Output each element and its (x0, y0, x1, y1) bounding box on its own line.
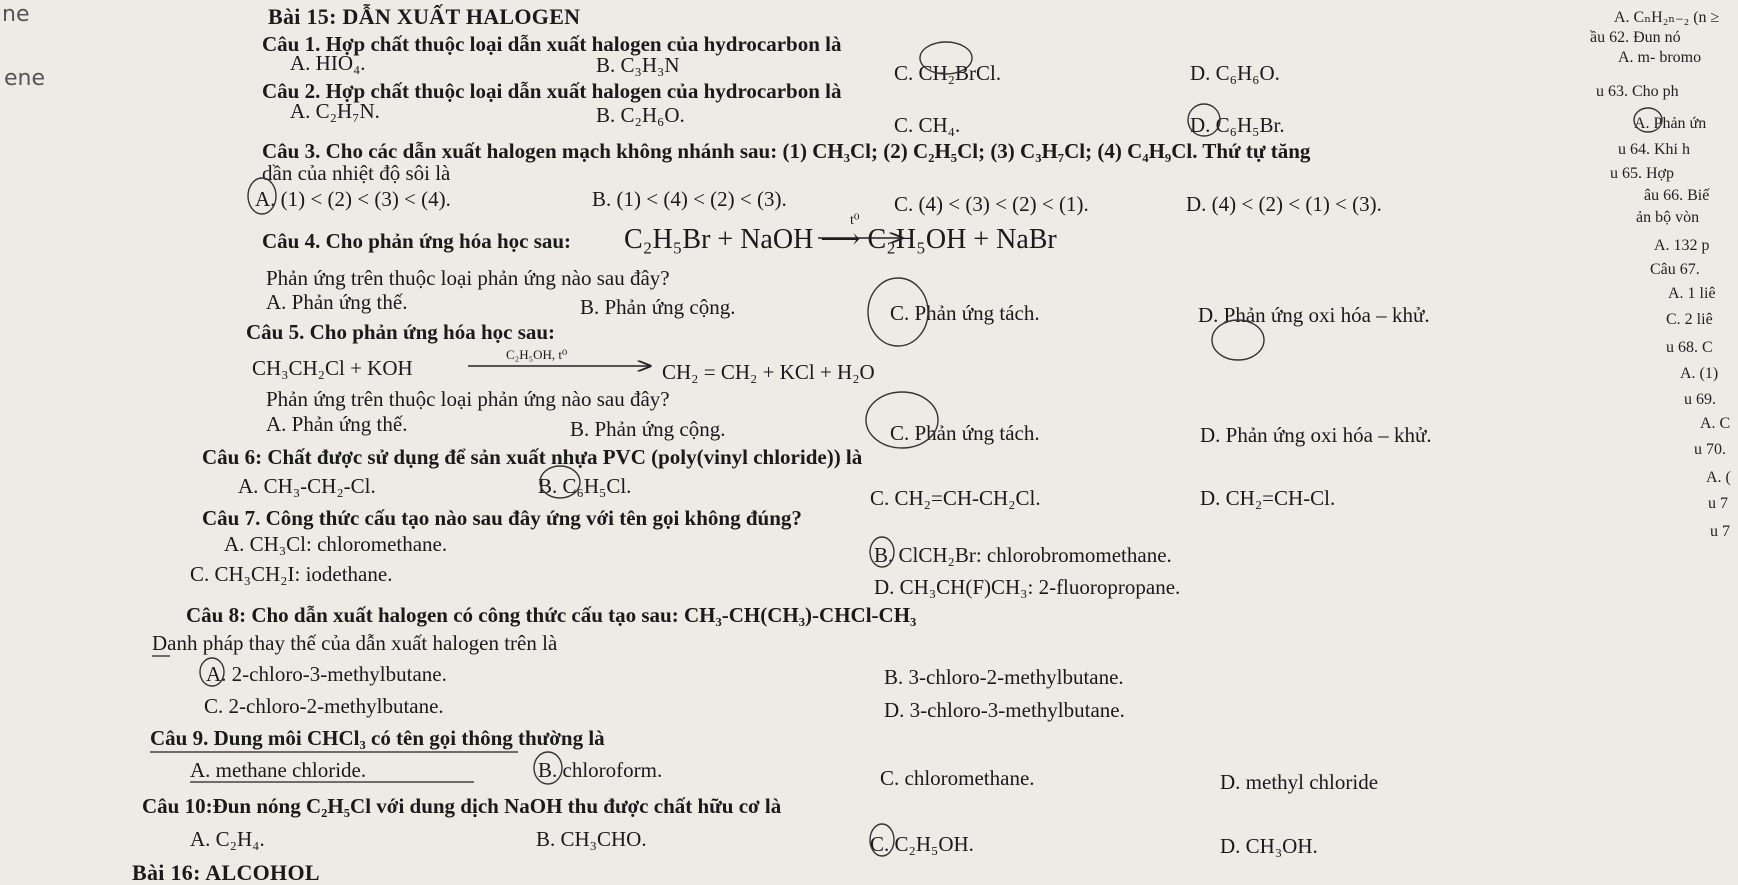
q2-option-a: A. C₂H₇N. (290, 99, 380, 123)
question-8-stem-cont: Danh pháp thay thế của dẫn xuất halogen trên là (152, 631, 558, 655)
q2-option-d: D. C₆H₅Br. (1190, 113, 1285, 137)
answer-circle-mark (866, 392, 938, 448)
q5-option-b: B. Phản ứng cộng. (570, 417, 726, 441)
right-col-line: âu 66. Biế (1644, 187, 1710, 204)
right-col-line: A. CₙH₂ₙ₋₂ (n ≥ (1614, 9, 1720, 26)
right-col-line: A. (1) (1680, 365, 1719, 382)
answer-circle-mark (540, 466, 580, 498)
q8-option-b: B. 3-chloro-2-methylbutane. (884, 665, 1124, 689)
margin-note-top: ne (2, 2, 30, 27)
q1-option-c: C. CH₂BrCl. (894, 61, 1002, 85)
right-col-line: u 63. Cho ph (1596, 83, 1679, 100)
q6-option-c: C. CH₂=CH-CH₂Cl. (870, 486, 1041, 510)
q1-option-a: A. HIO₄. (290, 51, 366, 75)
q3-option-b: B. (1) < (4) < (2) < (3). (592, 187, 787, 211)
q7-option-b: B. ClCH₂Br: chlorobromomethane. (874, 543, 1172, 567)
question-4-stem-cont: Phản ứng trên thuộc loại phản ứng nào sau đây? (266, 266, 670, 290)
q5-eq-left: CH₃CH₂Cl + KOH (252, 356, 413, 380)
q3-option-a: A. (1) < (2) < (3) < (4). (255, 187, 451, 211)
right-col-line: u 64. Khi h (1618, 141, 1690, 158)
answer-circle-mark (870, 824, 894, 856)
right-col-line: C. 2 liê (1666, 311, 1713, 328)
right-col-line: Câu 67. (1650, 261, 1700, 278)
q8-option-c: C. 2-chloro-2-methylbutane. (204, 694, 444, 718)
right-col-line: u 69. (1684, 391, 1716, 408)
q8-option-a: A. 2-chloro-3-methylbutane. (206, 662, 447, 686)
section-title: Bài 15: DẪN XUẤT HALOGEN (268, 4, 581, 29)
q1-option-d: D. C₆H₆O. (1190, 61, 1280, 85)
q5-option-c: C. Phản ứng tách. (890, 421, 1040, 445)
answer-circle-mark (870, 537, 894, 567)
q9-option-d: D. methyl chloride (1220, 770, 1379, 794)
q1-option-b: B. C₃H₃N (596, 53, 680, 77)
q10-option-b: B. CH₃CHO. (536, 827, 647, 851)
answer-circle-mark (920, 42, 972, 74)
right-col-line: A. Phản ứn (1634, 115, 1707, 132)
q3-option-d: D. (4) < (2) < (1) < (3). (1186, 192, 1382, 216)
right-col-line: A. m- bromo (1618, 49, 1702, 66)
question-7-stem: Câu 7. Công thức cấu tạo nào sau đây ứng với tên gọi không đúng? (202, 506, 802, 530)
right-col-line: ản bộ vòn (1636, 209, 1700, 226)
question-9-stem: Câu 9. Dung môi CHCl₃ có tên gọi thông thường là (150, 726, 605, 750)
question-6-stem: Câu 6: Chất được sử dụng để sản xuất nhựa PVC (poly(vinyl chloride)) là (202, 445, 863, 469)
q8-option-d: D. 3-chloro-3-methylbutane. (884, 698, 1125, 722)
right-col-line: A. ( (1706, 469, 1731, 486)
q7-option-c: C. CH₃CH₂I: iodethane. (190, 562, 393, 586)
q9-option-c: C. chloromethane. (880, 766, 1035, 790)
q9-option-a: A. methane chloride. (190, 758, 367, 782)
question-1-stem: Câu 1. Hợp chất thuộc loại dẫn xuất halogen của hydrocarbon là (262, 32, 842, 56)
answer-circle-mark (248, 178, 276, 214)
q2-option-c: C. CH₄. (894, 113, 961, 137)
q4-arrow-label: t⁰ (850, 213, 860, 228)
answer-circle-mark (1188, 104, 1220, 136)
question-8-stem: Câu 8: Cho dẫn xuất halogen có công thức cấu tạo sau: CH₃-CH(CH₃)-CHCl-CH₃ (186, 603, 917, 627)
right-col-line: u 70. (1694, 441, 1726, 458)
q9-option-b: B. chloroform. (538, 758, 663, 782)
right-col-line: A. C (1700, 415, 1731, 432)
question-3-stem: Câu 3. Cho các dẫn xuất halogen mạch không nhánh sau: (1) CH₃Cl; (2) C₂H₅Cl; (3) C₃H₇Cl; (4) C₄H₉Cl. Thứ tự tăng (262, 139, 1311, 163)
q4-option-d: D. Phản ứng oxi hóa – khử. (1198, 303, 1430, 327)
question-2-stem: Câu 2. Hợp chất thuộc loại dẫn xuất halogen của hydrocarbon là (262, 79, 842, 103)
question-4-stem: Câu 4. Cho phản ứng hóa học sau: (262, 229, 572, 253)
q5-option-d: D. Phản ứng oxi hóa – khử. (1200, 423, 1432, 447)
answer-circle-mark (868, 278, 928, 346)
margin-note-mid: ene (4, 66, 46, 91)
q4-option-b: B. Phản ứng cộng. (580, 295, 736, 319)
right-col-line: ầu 62. Đun nó (1590, 29, 1681, 46)
right-col-line: u 7 (1710, 523, 1730, 540)
answer-circle-mark (200, 658, 224, 686)
question-5-stem: Câu 5. Cho phản ứng hóa học sau: (246, 320, 556, 344)
next-section-title: Bài 16: ALCOHOL (132, 860, 320, 885)
question-5-stem-cont: Phản ứng trên thuộc loại phản ứng nào sau đây? (266, 387, 670, 411)
answer-circle-mark (534, 752, 562, 784)
q7-option-a: A. CH₃Cl: chloromethane. (224, 532, 448, 556)
question-3-stem-cont: dần của nhiệt độ sôi là (262, 161, 451, 185)
answer-circle-mark (1634, 108, 1662, 132)
q10-option-d: D. CH₃OH. (1220, 834, 1318, 858)
right-col-line: u 7 (1708, 495, 1728, 512)
q6-option-b: B. C₆H₅Cl. (538, 474, 632, 498)
q3-option-c: C. (4) < (3) < (2) < (1). (894, 192, 1089, 216)
right-col-line: u 65. Hợp (1610, 165, 1675, 182)
right-col-line: A. 132 p (1654, 237, 1710, 254)
q5-eq-right: CH₂ = CH₂ + KCl + H₂O (662, 360, 875, 384)
q2-option-b: B. C₂H₆O. (596, 103, 685, 127)
q5-arrow-label: C₂H₅OH, t⁰ (506, 347, 568, 362)
question-10-stem: Câu 10:Đun nóng C₂H₅Cl với dung dịch NaOH thu được chất hữu cơ là (142, 794, 782, 818)
q7-option-d: D. CH₃CH(F)CH₃: 2-fluoropropane. (874, 575, 1181, 599)
q4-option-c: C. Phản ứng tách. (890, 301, 1040, 325)
right-col-line: u 68. C (1666, 339, 1713, 356)
q6-option-d: D. CH₂=CH-Cl. (1200, 486, 1336, 510)
q5-option-a: A. Phản ứng thế. (266, 412, 408, 436)
answer-circle-mark (1212, 320, 1264, 360)
q10-option-a: A. C₂H₄. (190, 827, 265, 851)
q10-option-c: C. C₂H₅OH. (870, 832, 974, 856)
right-col-line: A. 1 liê (1668, 285, 1716, 302)
q4-equation: C₂H₅Br + NaOH ⟶ C₂H₅OH + NaBr (624, 224, 1057, 255)
q6-option-a: A. CH₃-CH₂-Cl. (238, 474, 376, 498)
q4-option-a: A. Phản ứng thế. (266, 290, 408, 314)
